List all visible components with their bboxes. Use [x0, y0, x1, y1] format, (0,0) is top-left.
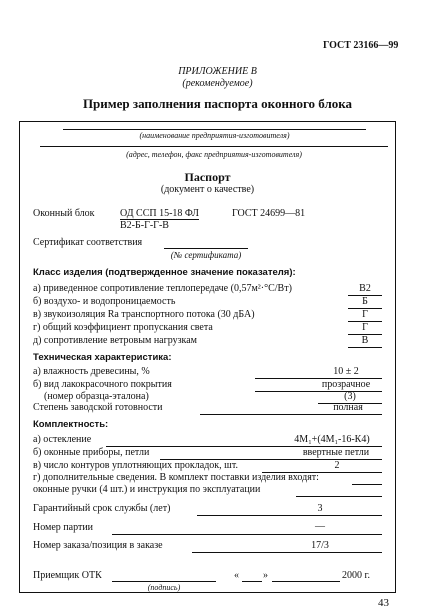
gost-number: ГОСТ 23166—99 [323, 40, 399, 51]
tech-row-value-b: прозрачное [321, 379, 371, 390]
class-row-label-d: г) общий коэффициент пропускания света [33, 322, 213, 333]
class-row-value-d: Г [362, 322, 368, 333]
warranty-line [197, 515, 382, 516]
tech-row-label-c: (номер образца-эталона) [44, 391, 149, 402]
class-row-value-e: В [361, 335, 369, 346]
passport-subtitle: (документ о качестве) [160, 184, 255, 195]
class-row-value-a: В2 [359, 283, 371, 294]
class-row-line-e [348, 347, 382, 348]
class-row-label-e: д) сопротивление ветровым нагрузкам [33, 335, 198, 346]
passport-title: Паспорт [184, 170, 231, 184]
tech-row-label-a: а) влажность древесины, % [33, 366, 150, 377]
tech-row-value-c: (3) [344, 391, 356, 402]
window-block-code2: В2-Б-Г-Г-В [120, 220, 169, 231]
tech-row-line-d [200, 414, 382, 415]
tech-row-value-a: 10 ± 2 [333, 366, 359, 377]
manufacturer-caption: (наименование предприятия-изготовителя) [139, 131, 290, 140]
batch-line [112, 534, 382, 535]
address-caption: (адрес, телефон, факс предприятия-изготовителя) [126, 150, 302, 159]
class-row-value-c: Г [362, 309, 368, 320]
certificate-line [164, 248, 248, 249]
class-row-value-b: Б [362, 296, 368, 307]
recommended-label: (рекомендуемое) [182, 78, 253, 89]
class-row-label-b: б) воздухо- и водопроницаемость [33, 296, 176, 307]
tech-row-label-d: Степень заводской готовности [33, 402, 163, 413]
year-label: 2000 г. [342, 570, 370, 581]
page-number: 43 [378, 597, 389, 609]
warranty-label: Гарантийный срок службы (лет) [33, 503, 171, 514]
class-row-label-a: а) приведенное сопротивление теплопередаче (0,57м²·°С/Вт) [33, 283, 292, 294]
complete-row-value-a: 4М₁+(4М₁-16-К4) [294, 434, 370, 445]
tech-row-value-d: полная [333, 402, 363, 413]
order-label: Номер заказа/позиция в заказе [33, 540, 163, 551]
warranty-value: 3 [317, 503, 323, 514]
address-line [40, 146, 388, 147]
batch-value: — [315, 521, 325, 532]
date-close-quote: » [263, 570, 268, 581]
class-row-label-c: в) звукоизоляция Rа транспортного потока (30 дБА) [33, 309, 255, 320]
appendix-label: ПРИЛОЖЕНИЕ В [178, 66, 257, 77]
date-open-quote: « [234, 570, 239, 581]
order-line [192, 552, 382, 553]
page-title: Пример заполнения паспорта оконного блока [82, 96, 353, 111]
manufacturer-line [63, 129, 366, 130]
complete-row-value-c: 2 [334, 460, 340, 471]
complete-row-value-b: ввертные петли [302, 447, 370, 458]
month-line [272, 581, 340, 582]
order-value: 17/3 [311, 540, 329, 551]
tech-heading: Техническая характеристика: [33, 352, 172, 363]
certificate-label: Сертификат соответствия [33, 237, 143, 248]
extra-info-line2: оконные ручки (4 шт.) и инструкция по эксплуатации [33, 484, 261, 495]
extra-info-line1: г) дополнительные сведения. В комплект поставки изделия входят: [33, 472, 319, 483]
extra-info-underline [352, 484, 382, 485]
extra-info-underline2 [296, 496, 382, 497]
signature-line [112, 581, 216, 582]
window-block-code: ОД ССП 15-18 ФЛ [120, 208, 199, 219]
inspector-label: Приемщик ОТК [33, 570, 102, 581]
batch-label: Номер партии [33, 522, 94, 533]
class-heading: Класс изделия (подтвержденное значение показателя): [33, 267, 296, 278]
signature-caption: (подпись) [147, 583, 181, 592]
complete-row-label-a: а) остекление [33, 434, 92, 445]
certificate-caption: (№ сертификата) [170, 250, 242, 260]
complete-row-label-b: б) оконные приборы, петли [33, 447, 150, 458]
window-block-label: Оконный блок [33, 208, 95, 219]
complete-heading: Комплектность: [33, 419, 109, 430]
day-line [242, 581, 262, 582]
window-block-gost: ГОСТ 24699—81 [232, 208, 306, 219]
complete-row-label-c: в) число контуров уплотняющих прокладок, шт. [33, 460, 238, 471]
tech-row-label-b: б) вид лакокрасочного покрытия [33, 379, 172, 390]
